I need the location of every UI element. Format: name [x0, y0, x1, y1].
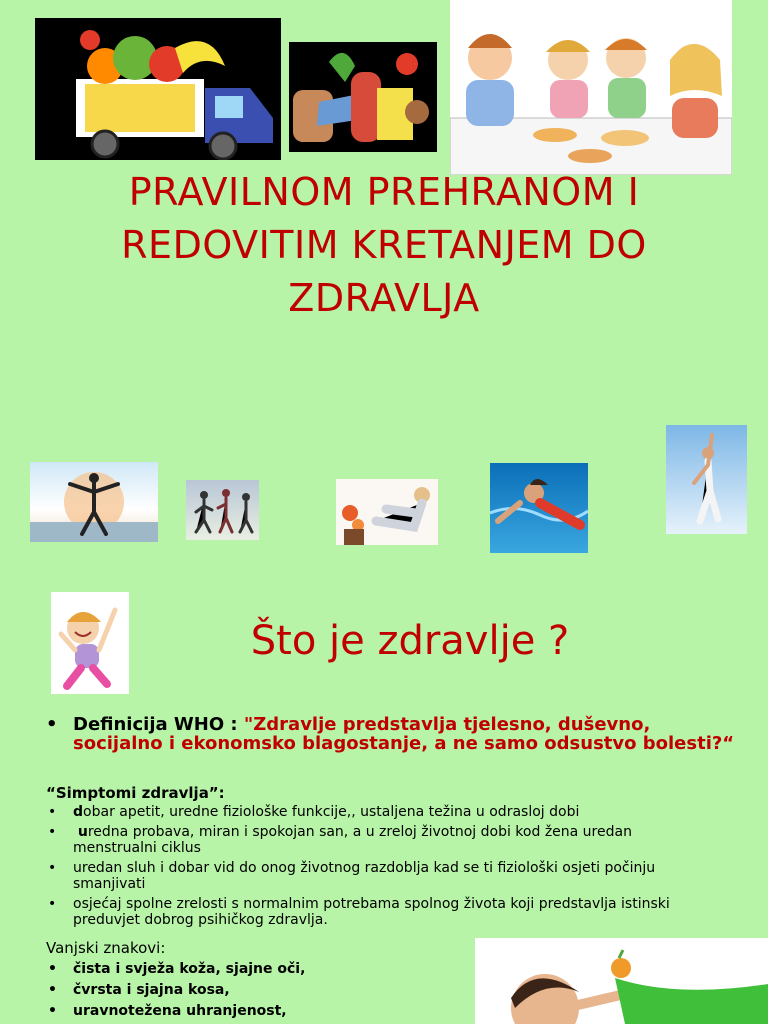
list-item: • dobar apetit, uredne fiziološke funkcije,, ustaljena težina u odrasloj dobi [46, 804, 706, 820]
groceries-illustration [289, 42, 437, 152]
list-item: • čvrsta i sjajna kosa, [46, 980, 466, 1001]
list-item: • čista i svježa koža, sjajne oči, [46, 959, 466, 980]
runners-photo [186, 480, 259, 540]
list-item: • osjećaj spolne zrelosti s normalnim potrebama spolnog života koji predstavlja istinski preduvjet dobrog psihičkog zdravlja. [46, 896, 706, 928]
external-signs-list [46, 959, 466, 1022]
food-truck-illustration [35, 18, 281, 160]
list-item: • uredna probava, miran i spokojan san, a u zreloj životnoj dobi kod žena uredan menstrualni ciklus [46, 824, 706, 856]
fitness-woman-photo [666, 425, 747, 534]
list-item: • uredan sluh i dobar vid do onog životnog razdoblja kad se ti fiziološki osjeti počinju smanjivati [46, 860, 706, 892]
section-heading: Što je zdravlje ? [250, 618, 570, 664]
boy-eating-photo [475, 938, 768, 1024]
symptoms-list [46, 804, 706, 932]
list-item: • uravnotežena uhranjenost, [46, 1001, 466, 1022]
page-title: PRAVILNOM PREHRANOM I REDOVITIM KRETANJEM DO ZDRAVLJA [121, 170, 647, 320]
yoga-photo [30, 462, 158, 542]
happy-kid-illustration [51, 592, 129, 694]
definition-quote: "Zdravlje predstavlja tjelesno, duševno, socijalno i ekonomsko blagostanje, a ne samo odsustvo bolesti?“ [73, 714, 735, 754]
definition-label: Definicija WHO : [73, 714, 244, 735]
family-dinner-illustration [450, 0, 732, 175]
bullet-icon: • [46, 714, 58, 735]
exercise-photo [336, 479, 438, 545]
swimmer-photo [490, 463, 588, 553]
symptoms-heading: “Simptomi zdravlja”: [46, 784, 225, 802]
external-signs-heading: Vanjski znakovi: [46, 939, 166, 957]
who-definition [46, 715, 746, 753]
